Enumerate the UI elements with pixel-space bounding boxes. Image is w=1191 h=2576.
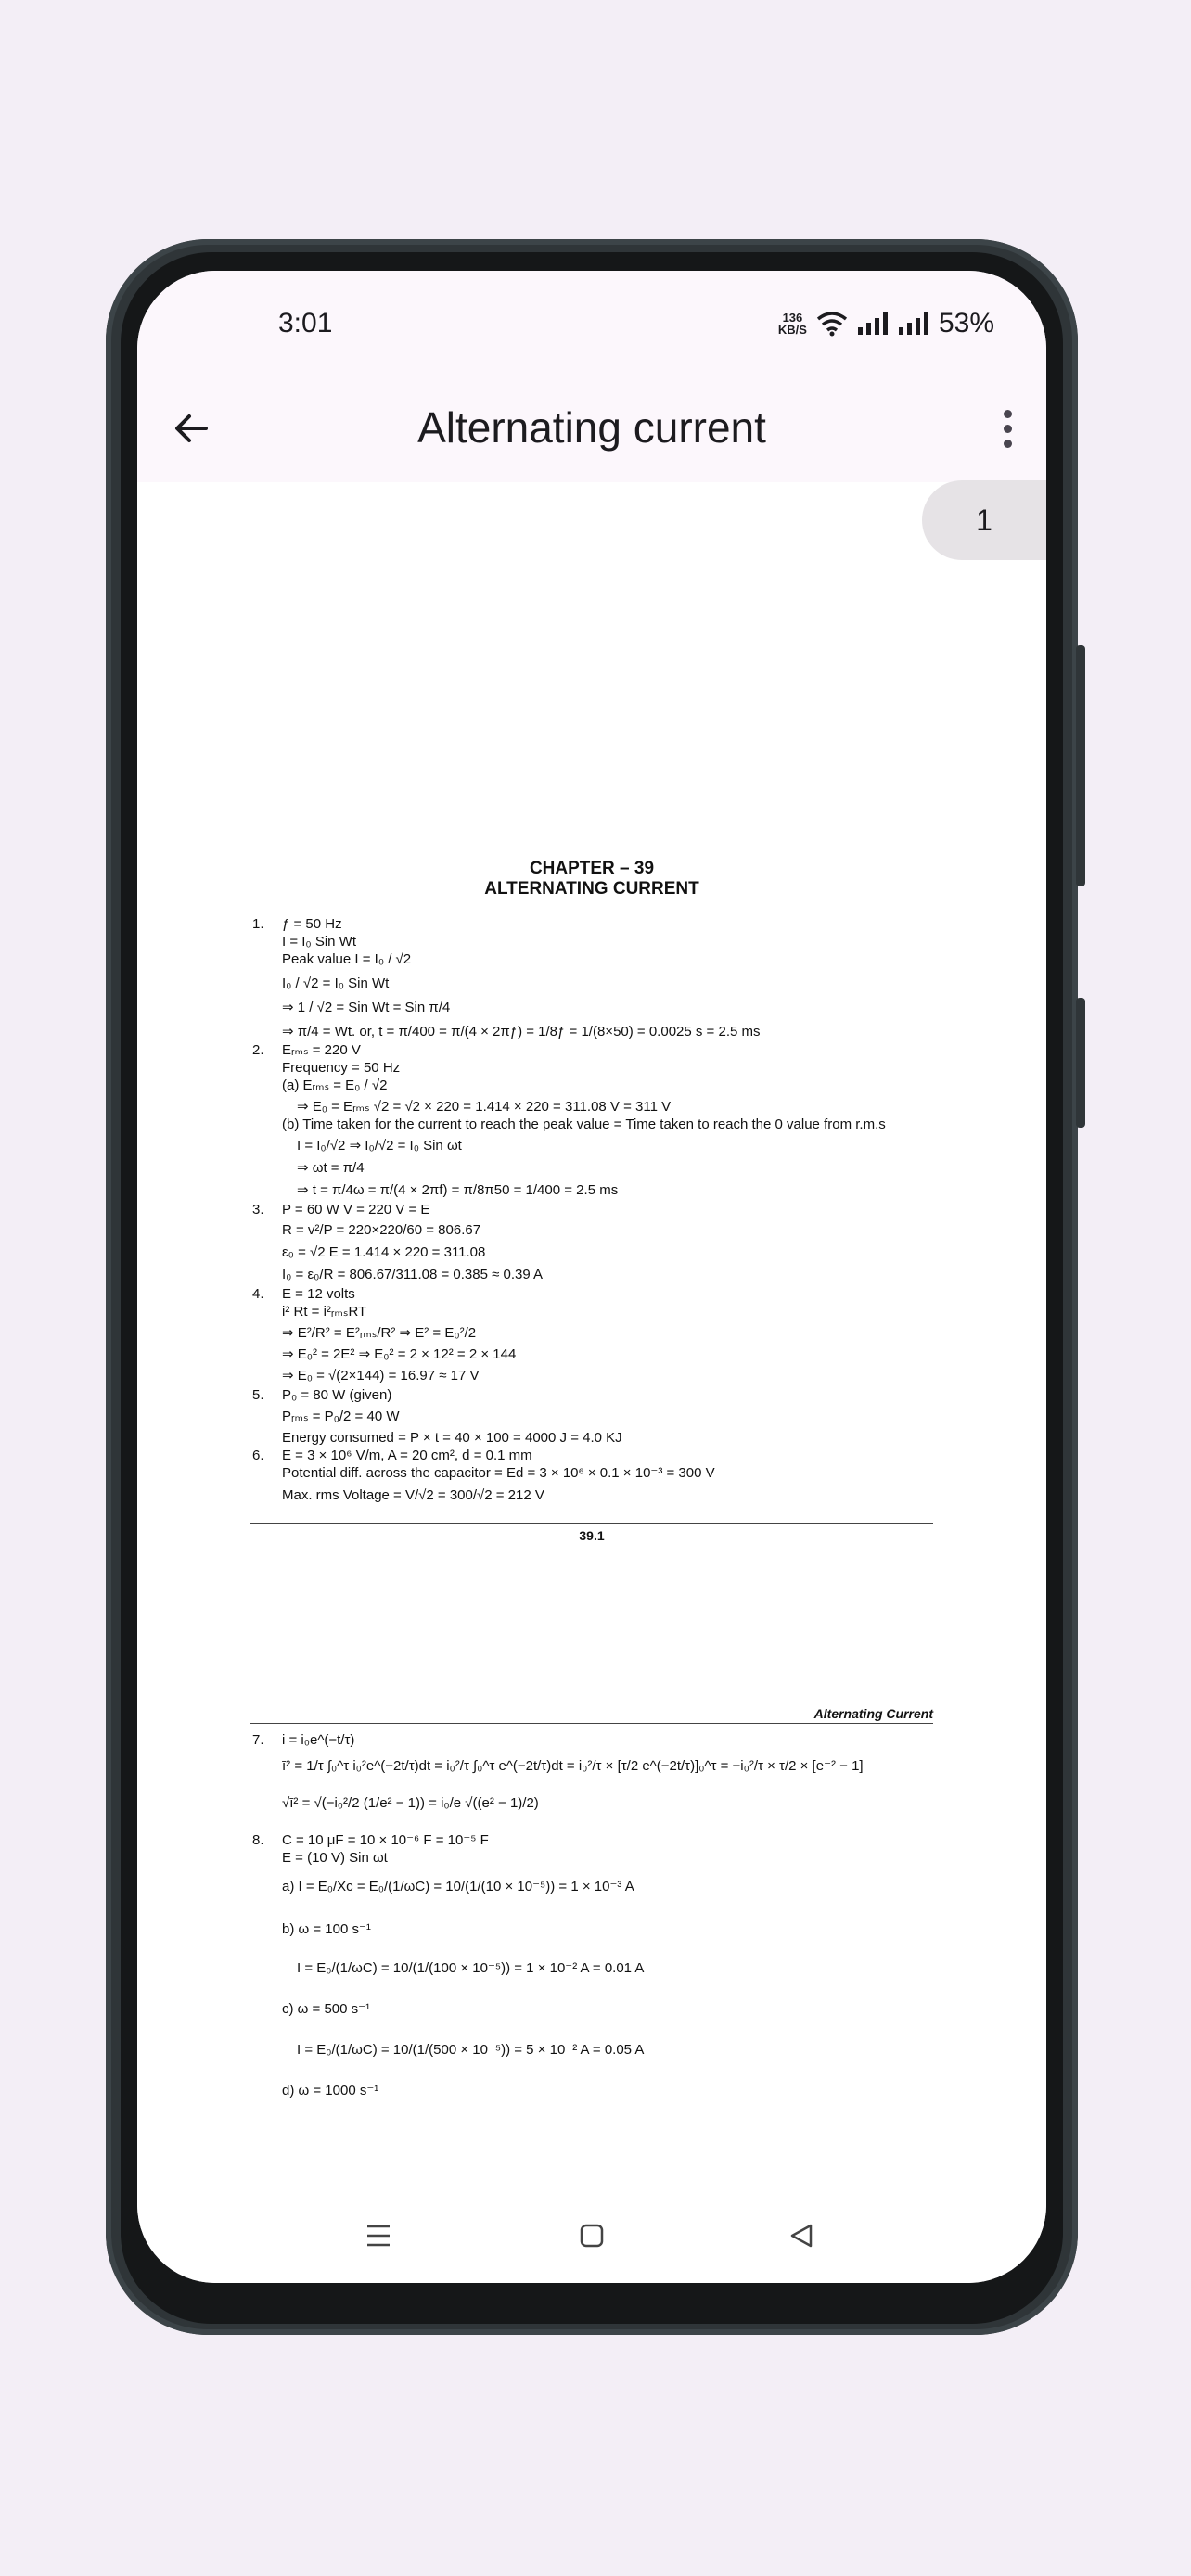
more-vert-icon — [1004, 410, 1012, 418]
power-button — [1076, 998, 1085, 1128]
home-button[interactable] — [564, 2213, 620, 2259]
doc-line: I₀ = ε₀/R = 806.67/311.08 = 0.385 ≈ 0.39 A — [282, 1267, 544, 1282]
back-nav-button[interactable] — [774, 2213, 829, 2259]
doc-line: d) ω = 1000 s⁻¹ — [282, 2083, 379, 2098]
battery-level: 53% — [938, 308, 994, 338]
doc-line: Pᵣₘₛ = P₀/2 = 40 W — [282, 1409, 400, 1424]
triangle-back-icon — [788, 2223, 814, 2249]
doc-line: I = I₀/√2 ⇒ I₀/√2 = I₀ Sin ωt — [297, 1138, 462, 1154]
screen — [137, 271, 1046, 2283]
doc-line: I₀ / √2 = I₀ Sin Wt — [282, 976, 390, 991]
pdf-document[interactable]: CHAPTER – 39 ALTERNATING CURRENT 1. ƒ = 50 Hz I = I₀ Sin Wt Peak value I = I₀ / √2 I₀ / √2 = I₀ Sin Wt ⇒ 1 / √2 = Sin Wt = Sin π/4 ⇒ π/4 = Wt. or, t = π/400 = π/(4 × 2πƒ) = 1/8ƒ = 1/(8×50) = 0.0025 s = 2.5 ms 2. Eᵣₘₛ = 220 V Frequency = 50 Hz (a) Eᵣₘₛ = E₀ / √2 ⇒ E₀ = Eᵣₘₛ √2 = √2 × 220 = 1.414 × 220 = 311.08 V = 311 V (b) Time taken for the current to reach the peak value = Time taken to reach the 0 value from r.m.s I = I₀/√2 ⇒ I₀/√2 = I₀ Sin ωt ⇒ ωt = π/4 ⇒ t = π/4ω = π/(4 × 2πf) = π/8π50 = 1/400 = 2.5 ms 3. P = 60 W V = 220 V = E R = v²/P = 220×220/60 = 806.67 ε₀ = √2 E = 1.414 × 220 = 311.08 I₀ = ε₀/R = 806.67/311.08 = 0.385 ≈ 0.39 A 4. E = 12 volts i² Rt = i²ᵣₘₛRT ⇒ E²/R² = E²ᵣₘₛ/R² ⇒ E² = E₀²/2 ⇒ E₀² = 2E² ⇒ E₀² = 2 × 12² = 2 × 144 ⇒ E₀ = √(2×144) = 16.97 ≈ 17 V 5. P₀ = 80 W (given) Pᵣₘₛ = P₀/2 = 40 W Energy consumed = P × t = 40 × 100 = 4000 J = 4.0 KJ 6. E = 3 × 10⁶ V/m, A = 20 cm², d = 0.1 mm Potential diff. across the capacitor = Ed = 3 × 10⁶ × 0.1 × 10⁻³ = 300 V Max. rms Voltage = V/√2 = 300/√2 = 212 V 39.1 Alternating Current 7. i = i₀e^(−t/τ) ī² = 1/τ ∫₀^τ i₀²e^(−2t/τ)dt = i₀²/τ ∫₀^τ e^(−2t/τ)dt = i₀²/τ × [τ/2 e^(−2t/τ)]₀^τ = −i₀²/τ × τ/2 × [e⁻² − 1] √ī² = √(−i₀²/2 (1/e² − 1)) = i₀/e √((e² − 1)/2) 8. C = 10 μF = 10 × 10⁻⁶ F = 10⁻⁵ F E = (10 V) Sin ωt a) I = E₀/Xc = E₀/(1/ωC) = 10/(1/(10 × 10⁻⁵)) = 1 × 10⁻³ A b) ω = 100 s⁻¹ I = E₀/(1/ωC) = 10/(1/(100 × 10⁻⁵)) = 1 × 10⁻² A = 0.01 A c) ω = 500 s⁻¹ I = E₀/(1/ωC) = 10/(1/(500 × 10⁻⁵)) = 5 × 10⁻² A = 0.05 A d) ω = 1000 s⁻¹ — [137, 540, 1046, 2153]
doc-line: ⇒ E₀ = √(2×144) = 16.97 ≈ 17 V — [282, 1368, 480, 1384]
doc-line: ⇒ ωt = π/4 — [297, 1160, 365, 1176]
signal-icon — [898, 312, 929, 335]
doc-line: Energy consumed = P × t = 40 × 100 = 4000 J = 4.0 KJ — [282, 1430, 622, 1446]
doc-line: ⇒ E²/R² = E²ᵣₘₛ/R² ⇒ E² = E₀²/2 — [282, 1325, 477, 1341]
doc-line: ⇒ 1 / √2 = Sin Wt = Sin π/4 — [282, 1000, 451, 1015]
doc-line: ⇒ E₀² = 2E² ⇒ E₀² = 2 × 12² = 2 × 144 — [282, 1346, 517, 1362]
doc-line: c) ω = 500 s⁻¹ — [282, 2001, 371, 2017]
doc-line: Peak value I = I₀ / √2 — [282, 951, 412, 967]
page-divider — [250, 1723, 933, 1724]
system-navigation-bar — [137, 2190, 1046, 2283]
status-bar — [137, 271, 1046, 375]
chapter-number: CHAPTER – 39 — [529, 859, 655, 878]
page-header: Alternating Current — [813, 1706, 933, 1721]
volume-button — [1076, 645, 1085, 886]
doc-line: b) ω = 100 s⁻¹ — [282, 1921, 371, 1937]
doc-line: Potential diff. across the capacitor = Ed = 3 × 10⁶ × 0.1 × 10⁻³ = 300 V — [282, 1465, 715, 1481]
menu-lines-icon — [365, 2224, 391, 2248]
network-speed: 136 KB/S — [777, 311, 807, 337]
page-number-badge: 1 — [922, 480, 1046, 560]
page-divider — [250, 1523, 933, 1524]
doc-line: i² Rt = i²ᵣₘₛRT — [282, 1304, 367, 1320]
square-icon — [579, 2223, 605, 2249]
doc-line: ⇒ E₀ = Eᵣₘₛ √2 = √2 × 220 = 1.414 × 220 = 311.08 V = 311 V — [297, 1099, 672, 1115]
doc-line: √ī² = √(−i₀²/2 (1/e² − 1)) = i₀/e √((e² − 1)/2) — [282, 1795, 539, 1811]
recent-apps-button[interactable] — [351, 2213, 406, 2259]
wifi-icon — [816, 311, 848, 337]
doc-line: I = E₀/(1/ωC) = 10/(1/(100 × 10⁻⁵)) = 1 × 10⁻² A = 0.01 A — [297, 1960, 645, 1976]
doc-line: ε₀ = √2 E = 1.414 × 220 = 311.08 — [282, 1244, 486, 1260]
chapter-title: ALTERNATING CURRENT — [484, 879, 699, 899]
more-options-button[interactable] — [989, 401, 1026, 456]
doc-line: ⇒ t = π/4ω = π/(4 × 2πf) = π/8π50 = 1/400 = 2.5 ms — [297, 1182, 619, 1198]
doc-line: I = E₀/(1/ωC) = 10/(1/(500 × 10⁻⁵)) = 5 × 10⁻² A = 0.05 A — [297, 2042, 645, 2058]
doc-line: (b) Time taken for the current to reach the peak value = Time taken to reach the 0 value from r.m.s — [282, 1116, 886, 1132]
page-title: Alternating current — [417, 403, 766, 452]
doc-line: a) I = E₀/Xc = E₀/(1/ωC) = 10/(1/(10 × 10⁻⁵)) = 1 × 10⁻³ A — [282, 1879, 634, 1894]
app-bar — [137, 375, 1046, 482]
doc-line: R = v²/P = 220×220/60 = 806.67 — [282, 1222, 481, 1238]
doc-line: ⇒ π/4 = Wt. or, t = π/400 = π/(4 × 2πƒ) = 1/8ƒ = 1/(8×50) = 0.0025 s = 2.5 ms — [282, 1024, 761, 1039]
doc-line: Frequency = 50 Hz — [282, 1060, 401, 1076]
signal-icon — [857, 312, 889, 335]
page-footer-number: 39.1 — [579, 1528, 605, 1543]
doc-line: I = I₀ Sin Wt — [282, 934, 356, 950]
doc-line: ī² = 1/τ ∫₀^τ i₀²e^(−2t/τ)dt = i₀²/τ ∫₀^τ e^(−2t/τ)dt = i₀²/τ × [τ/2 e^(−2t/τ)]₀^τ = −i₀²/τ × τ/2 × [e⁻² − 1] — [282, 1758, 864, 1774]
doc-line: (a) Eᵣₘₛ = E₀ / √2 — [282, 1078, 388, 1093]
status-time: 3:01 — [278, 308, 333, 338]
status-icons — [778, 308, 994, 339]
doc-line: Max. rms Voltage = V/√2 = 300/√2 = 212 V — [282, 1487, 544, 1503]
doc-line: E = (10 V) Sin ωt — [282, 1850, 388, 1866]
